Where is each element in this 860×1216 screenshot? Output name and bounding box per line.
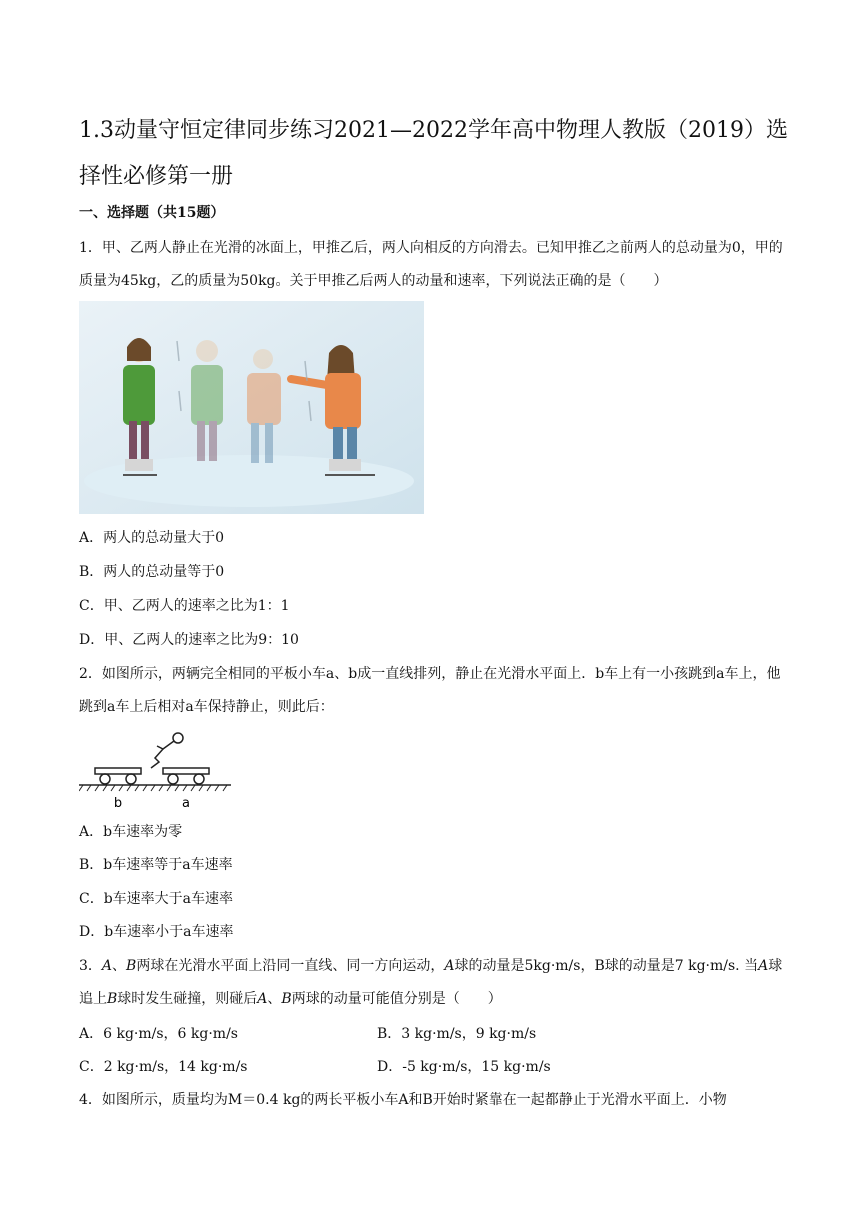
cart-b-label: b — [113, 796, 123, 810]
question-1-option-a: A．两人的总动量大于0 — [79, 530, 225, 546]
question-2-option-a: A．b车速率为零 — [79, 824, 183, 840]
question-3-option-c: C．2 kg·m/s，14 kg·m/s — [79, 1059, 248, 1075]
question-1-option-b: B．两人的总动量等于0 — [79, 564, 225, 580]
question-2-option-b: B．b车速率等于a车速率 — [79, 857, 233, 873]
section-heading: 一、选择题（共15题） — [79, 205, 225, 221]
question-1-option-c: C．甲、乙两人的速率之比为1：1 — [79, 598, 290, 614]
question-1-option-d: D．甲、乙两人的速率之比为9：10 — [79, 632, 299, 648]
question-1-stem: 1．甲、乙两人静止在光滑的冰面上，甲推乙后，两人向相反的方向滑去。已知甲推乙之前两人的总动量为0，甲的质量为45kg，乙的质量为50kg。关于甲推乙后两人的动量和速率，下列说法正确的是（ ） — [79, 240, 783, 289]
question-2-option-c: C．b车速率大于a车速率 — [79, 891, 234, 907]
carts-diagram — [79, 728, 231, 810]
question-4-stem: 4．如图所示，质量均为M＝0.4 kg的两长平板小车A和B开始时紧靠在一起都静止于光滑水平面上．小物 — [79, 1092, 727, 1108]
question-2-option-d: D．b车速率小于a车速率 — [79, 924, 234, 940]
question-3-option-d: D．-5 kg·m/s，15 kg·m/s — [377, 1059, 551, 1075]
cart-a-label: a — [182, 796, 190, 810]
question-3-option-a: A．6 kg·m/s，6 kg·m/s — [79, 1026, 238, 1042]
question-3-stem: 3．A、B两球在光滑水平面上沿同一直线、同一方向运动，A球的动量是5kg·m/s，B球的动量是7 kg·m/s. 当A球追上B球时发生碰撞，则碰后A、B两球的动量可能值分别是（ ） — [79, 958, 783, 1007]
question-2-stem: 2．如图所示，两辆完全相同的平板小车a、b成一直线排列，静止在光滑水平面上．b车上有一小孩跳到a车上，他跳到a车上后相对a车保持静止，则此后： — [79, 666, 781, 715]
skaters-illustration — [79, 301, 424, 514]
question-3-option-b: B．3 kg·m/s，9 kg·m/s — [377, 1026, 537, 1042]
document-title: 1.3动量守恒定律同步练习2021—2022学年高中物理人教版（2019）选择性必修第一册 — [79, 118, 788, 189]
